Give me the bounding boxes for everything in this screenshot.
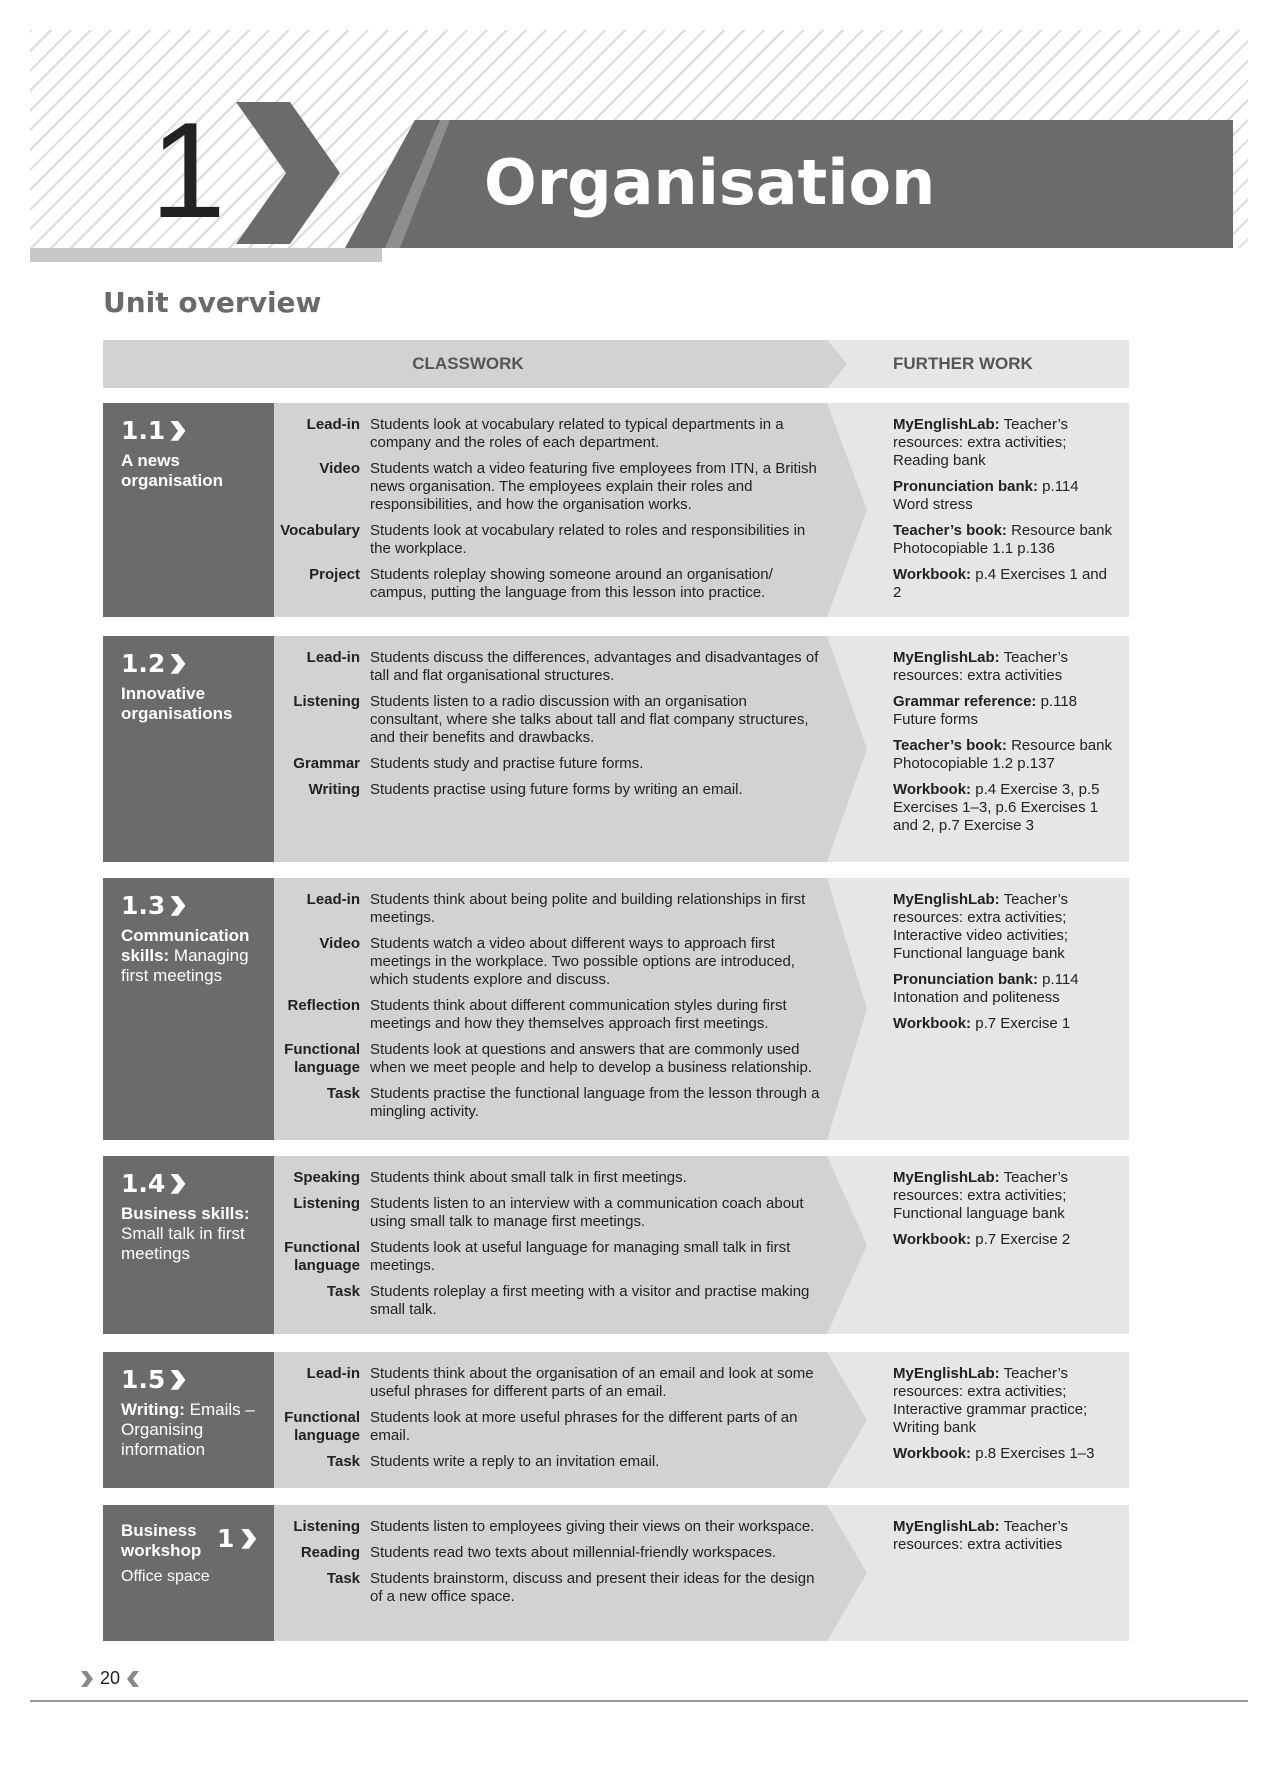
activity-text: Students practise the functional language from the lesson through a mingling activity.	[370, 1085, 820, 1120]
activity-list	[274, 1169, 854, 1327]
lesson-number	[121, 648, 258, 680]
lesson-title: Business workshop	[121, 1521, 202, 1560]
further-work-detail: Teacher’s resources: extra activities; Functional language bank	[893, 1169, 1069, 1222]
further-work-source: Pronunciation bank:	[893, 971, 1039, 988]
further-work-source: Workbook:	[893, 1445, 972, 1462]
unit-number: 1	[150, 94, 226, 246]
further-work-item	[893, 1445, 1118, 1463]
chevron-right-icon	[169, 1174, 187, 1194]
further-work-item	[893, 1518, 1118, 1554]
further-work-detail: p.4 Exercises 1 and 2	[893, 566, 1107, 601]
further-work-source: MyEnglishLab:	[893, 891, 1000, 908]
activity-text: Students think about the organisation of an email and look at some useful phrases for different parts of an email.	[370, 1365, 814, 1400]
further-work-source: Workbook:	[893, 1015, 972, 1032]
chevron-right-icon	[169, 654, 187, 674]
activity-text: Students watch a video featuring five employees from ITN, a British news organisation. The employees explain their roles and responsibilities, and how the organisation works.	[370, 460, 817, 513]
further-work-source: Pronunciation bank:	[893, 478, 1039, 495]
activity-label: Functional language	[284, 1239, 360, 1274]
activity-label: Lead-in	[306, 649, 360, 666]
activity-row	[274, 1544, 854, 1562]
activity-text: Students listen to employees giving their views on their workspace.	[370, 1518, 815, 1535]
further-work-source: MyEnglishLab:	[893, 1169, 1000, 1186]
activity-label: Writing	[308, 781, 360, 798]
further-work-item	[893, 737, 1118, 773]
activity-label: Lead-in	[306, 891, 360, 908]
activity-row	[274, 1365, 854, 1401]
lesson-number-text: 1.2	[121, 649, 166, 678]
lesson-label-panel	[103, 1505, 274, 1641]
footer-rule	[30, 1700, 1248, 1702]
lesson-title-rest: Emails – Organising information	[121, 1400, 255, 1459]
further-work-detail: Resource bank Photocopiable 1.2 p.137	[893, 737, 1112, 772]
further-work-item	[893, 649, 1118, 685]
chevron-right-icon	[169, 896, 187, 916]
activity-text: Students listen to a radio discussion with an organisation consultant, where she talks about tall and flat company structures, and their benefits and drawbacks.	[370, 693, 809, 746]
further-work-detail: p.114 Intonation and politeness	[893, 971, 1079, 1006]
further-work-source: Teacher’s book:	[893, 522, 1007, 539]
activity-row	[274, 935, 854, 989]
activity-label: Vocabulary	[280, 522, 360, 539]
further-work-detail: p.4 Exercise 3, p.5 Exercises 1–3, p.6 Exercises 1 and 2, p.7 Exercise 3	[893, 781, 1100, 834]
activity-label: Reflection	[287, 997, 360, 1014]
activity-row	[274, 1239, 854, 1275]
activity-row	[274, 693, 854, 747]
lesson-section	[103, 878, 1129, 1140]
further-work-item	[893, 1015, 1118, 1033]
lesson-section	[103, 1156, 1129, 1334]
further-work-detail: p.118 Future forms	[893, 693, 1078, 728]
activity-row	[274, 1195, 854, 1231]
activity-label: Task	[326, 1453, 360, 1470]
further-work-list	[893, 649, 1118, 843]
workshop-number: 1	[217, 1524, 235, 1553]
activity-label: Task	[326, 1283, 360, 1300]
further-work-detail: Teacher’s resources: extra activities	[893, 649, 1069, 684]
activity-text: Students look at vocabulary related to roles and responsibilities in the workplace.	[370, 522, 806, 557]
further-work-source: MyEnglishLab:	[893, 416, 1000, 433]
further-work-list	[893, 1365, 1118, 1471]
activity-row	[274, 755, 854, 773]
activity-label: Video	[319, 935, 360, 952]
activity-label: Functional language	[284, 1409, 360, 1444]
activity-row	[274, 1518, 854, 1536]
further-work-item	[893, 478, 1118, 514]
further-work-source: MyEnglishLab:	[893, 1365, 1000, 1382]
activity-list	[274, 649, 854, 807]
further-work-source: Teacher’s book:	[893, 737, 1007, 754]
chevron-left-icon	[126, 1671, 140, 1687]
lesson-label-panel	[103, 1352, 274, 1488]
column-header	[103, 340, 1129, 388]
activity-row	[274, 522, 854, 558]
activity-text: Students think about different communication styles during first meetings and how they themselves approach first meetings.	[370, 997, 787, 1032]
further-work-item	[893, 971, 1118, 1007]
further-work-source: MyEnglishLab:	[893, 649, 1000, 666]
activity-text: Students listen to an interview with a communication coach about using small talk to manage first meetings.	[370, 1195, 804, 1230]
lesson-label-panel	[103, 636, 274, 862]
unit-title: Organisation	[484, 146, 936, 219]
overview-heading: Unit overview	[103, 286, 322, 319]
activity-label: Speaking	[293, 1169, 360, 1186]
activity-list	[274, 891, 854, 1129]
activity-text: Students study and practise future forms.	[370, 755, 644, 772]
activity-text: Students think about being polite and building relationships in first meetings.	[370, 891, 806, 926]
activity-label: Listening	[293, 1195, 360, 1212]
further-work-detail: Resource bank Photocopiable 1.1 p.136	[893, 522, 1112, 557]
lesson-label-panel	[103, 403, 274, 617]
activity-row	[274, 1283, 854, 1319]
lesson-title-bold: Innovative organisations	[121, 684, 233, 723]
lesson-title-bold: Business skills:	[121, 1204, 250, 1223]
further-work-list	[893, 891, 1118, 1041]
activity-label: Listening	[293, 1518, 360, 1535]
lesson-number	[121, 415, 258, 447]
lesson-number	[121, 1364, 258, 1396]
lesson-title	[121, 1204, 258, 1264]
lesson-title-rest: Small talk in first meetings	[121, 1224, 245, 1263]
activity-row	[274, 891, 854, 927]
further-work-detail: Teacher’s resources: extra activities; Interactive grammar practice; Writing bank	[893, 1365, 1088, 1436]
activity-text: Students look at more useful phrases for the different parts of an email.	[370, 1409, 798, 1444]
activity-text: Students write a reply to an invitation email.	[370, 1453, 660, 1470]
activity-text: Students discuss the differences, advantages and disadvantages of tall and flat organisational structures.	[370, 649, 819, 684]
lesson-number	[121, 890, 258, 922]
chevron-right-icon	[169, 1370, 187, 1390]
activity-row	[274, 1453, 854, 1471]
lesson-section	[103, 1352, 1129, 1488]
further-work-detail: Teacher’s resources: extra activities; Interactive video activities; Functional language bank	[893, 891, 1069, 962]
lesson-title	[121, 1400, 258, 1460]
activity-text: Students look at questions and answers that are commonly used when we meet people and help to develop a business relationship.	[370, 1041, 812, 1076]
lesson-title	[121, 926, 258, 986]
activity-label: Task	[326, 1085, 360, 1102]
further-work-detail: p.114 Word stress	[893, 478, 1079, 513]
further-work-item	[893, 1169, 1118, 1223]
activity-text: Students look at useful language for managing small talk in first meetings.	[370, 1239, 791, 1274]
further-work-source: MyEnglishLab:	[893, 1518, 1000, 1535]
activity-text: Students look at vocabulary related to typical departments in a company and the roles of each department.	[370, 416, 784, 451]
further-work-header: FURTHER WORK	[893, 354, 1033, 373]
further-work-source: Workbook:	[893, 781, 972, 798]
lesson-title	[121, 684, 258, 724]
further-work-item	[893, 891, 1118, 963]
page-number: 20	[100, 1668, 121, 1688]
activity-label: Video	[319, 460, 360, 477]
lesson-number	[121, 1168, 258, 1200]
further-work-item	[893, 566, 1118, 602]
activity-label: Listening	[293, 693, 360, 710]
activity-text: Students roleplay a first meeting with a visitor and practise making small talk.	[370, 1283, 810, 1318]
lesson-title-bold: Writing:	[121, 1400, 185, 1419]
activity-text: Students watch a video about different ways to approach first meetings in the workplace. Two possible options are introduced, which students explore and discuss.	[370, 935, 795, 988]
activity-text: Students think about small talk in first meetings.	[370, 1169, 687, 1186]
lesson-number-text: 1.1	[121, 416, 166, 445]
chevron-right-icon	[169, 421, 187, 441]
activity-row	[274, 1409, 854, 1445]
chevron-right-icon	[80, 1671, 94, 1687]
further-work-source: Grammar reference:	[893, 693, 1037, 710]
further-work-item	[893, 416, 1118, 470]
lesson-section	[103, 403, 1129, 617]
further-work-item	[893, 522, 1118, 558]
activity-list	[274, 416, 854, 610]
further-work-list	[893, 1169, 1118, 1257]
further-work-item	[893, 1231, 1118, 1249]
further-work-detail: p.7 Exercise 1	[971, 1015, 1071, 1032]
lesson-label-panel	[103, 878, 274, 1140]
activity-text: Students roleplay showing someone around an organisation/ campus, putting the language from this lesson into practice.	[370, 566, 773, 601]
activity-row	[274, 997, 854, 1033]
further-work-list	[893, 416, 1118, 610]
activity-label: Functional language	[284, 1041, 360, 1076]
lesson-section	[103, 1505, 1129, 1641]
activity-text: Students read two texts about millennial-friendly workspaces.	[370, 1544, 777, 1561]
activity-row	[274, 416, 854, 452]
activity-row	[274, 649, 854, 685]
activity-list	[274, 1518, 854, 1614]
lesson-section	[103, 636, 1129, 862]
further-work-detail: p.8 Exercises 1–3	[971, 1445, 1095, 1462]
lesson-title	[121, 451, 258, 491]
activity-row	[274, 1570, 854, 1606]
activity-row	[274, 1169, 854, 1187]
chevron-right-icon	[240, 1529, 258, 1549]
further-work-source: Workbook:	[893, 1231, 972, 1248]
activity-label: Grammar	[293, 755, 360, 772]
lesson-title-bold: A news organisation	[121, 451, 224, 490]
lesson-title-rest: Managing first meetings	[121, 946, 249, 985]
further-work-detail: p.7 Exercise 2	[971, 1231, 1071, 1248]
activity-row	[274, 781, 854, 799]
classwork-header: CLASSWORK	[412, 354, 524, 373]
further-work-item	[893, 693, 1118, 729]
activity-label: Reading	[300, 1544, 360, 1561]
activity-label: Task	[326, 1570, 360, 1587]
further-work-item	[893, 1365, 1118, 1437]
lesson-number-text: 1.3	[121, 891, 166, 920]
workshop-row	[121, 1517, 258, 1561]
activity-label: Lead-in	[306, 416, 360, 433]
activity-row	[274, 1085, 854, 1121]
lesson-number-text: 1.5	[121, 1365, 166, 1394]
activity-row	[274, 1041, 854, 1077]
activity-label: Project	[309, 566, 360, 583]
lesson-number-text: 1.4	[121, 1169, 166, 1198]
lesson-label-panel	[103, 1156, 274, 1334]
further-work-item	[893, 781, 1118, 835]
footer	[80, 1668, 140, 1689]
activity-list	[274, 1365, 854, 1479]
activity-text: Students brainstorm, discuss and present their ideas for the design of a new office space.	[370, 1570, 815, 1605]
activity-label: Lead-in	[306, 1365, 360, 1382]
activity-row	[274, 566, 854, 602]
further-work-list	[893, 1518, 1118, 1562]
activity-row	[274, 460, 854, 514]
further-work-source: Workbook:	[893, 566, 972, 583]
further-work-detail: Teacher’s resources: extra activities	[893, 1518, 1069, 1553]
lesson-subtitle: Office space	[121, 1568, 210, 1585]
unit-chevron-icon	[228, 102, 348, 244]
activity-text: Students practise using future forms by writing an email.	[370, 781, 743, 798]
header-hatch-base	[30, 248, 382, 262]
further-work-detail: Teacher’s resources: extra activities; Reading bank	[893, 416, 1069, 469]
lesson-title-bold: Communication skills:	[121, 926, 250, 965]
